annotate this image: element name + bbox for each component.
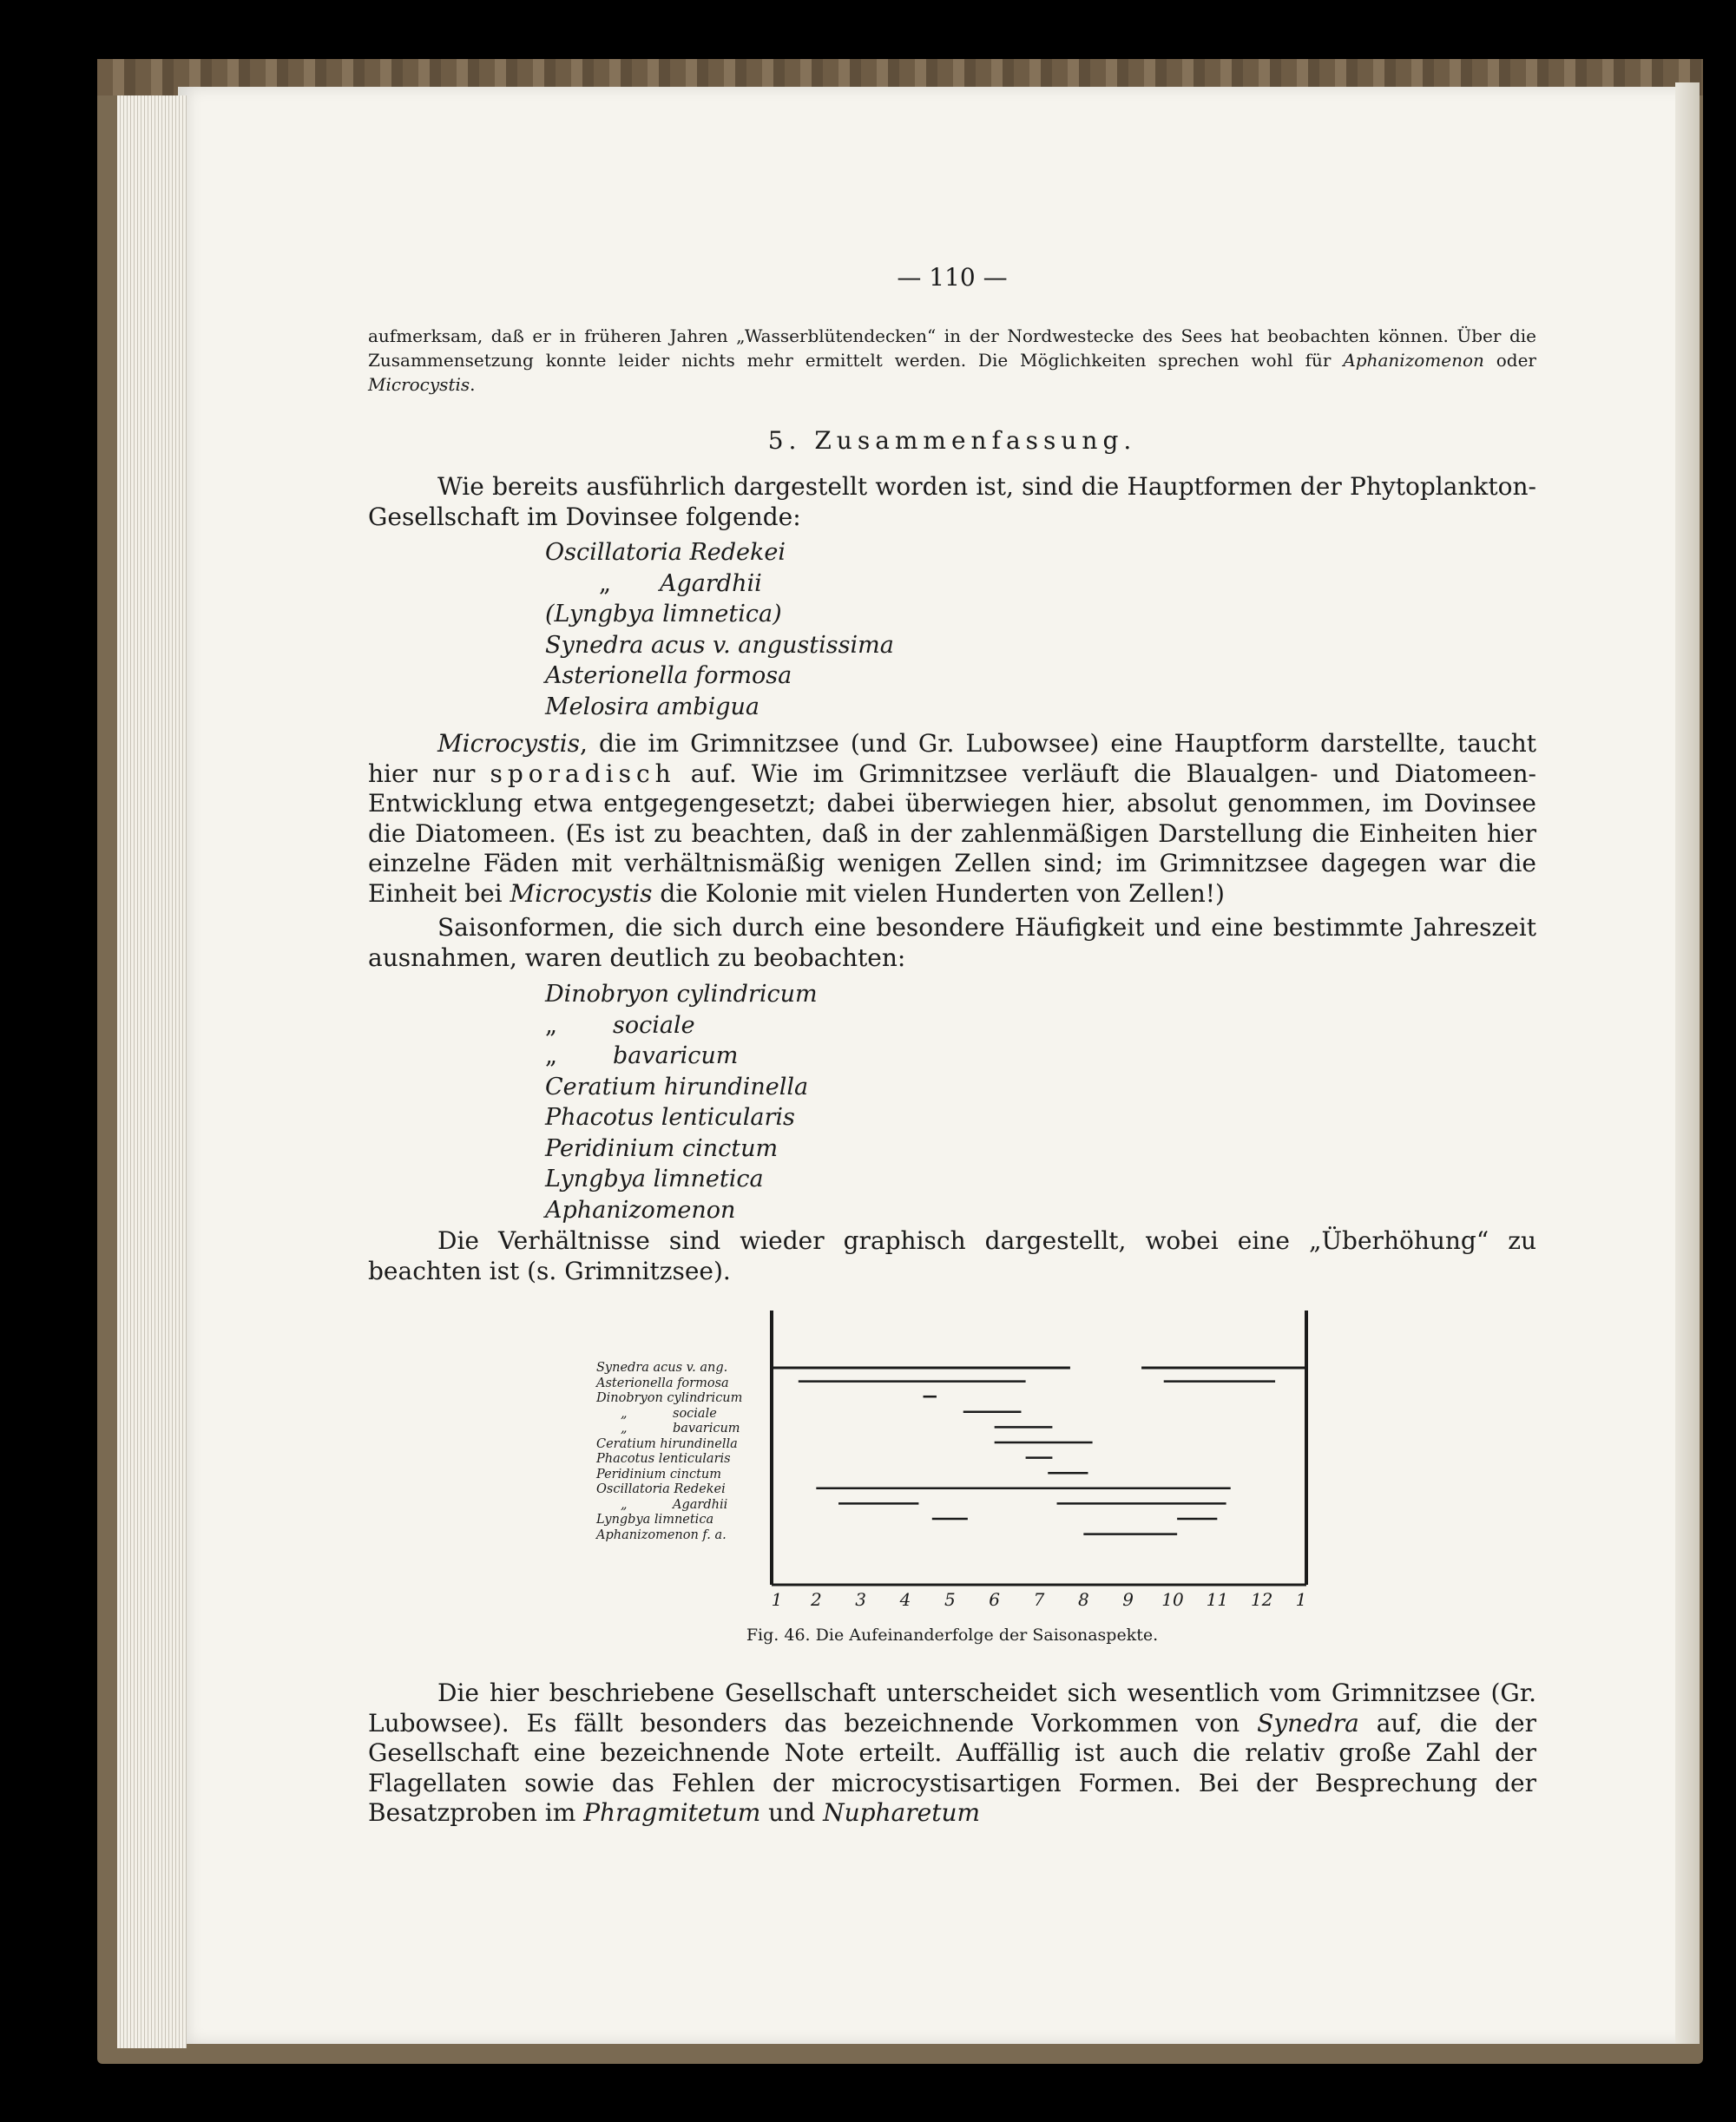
x-tick-label: 11 xyxy=(1206,1589,1229,1610)
x-tick-label: 4 xyxy=(899,1589,911,1610)
list-item: (Lyngbya limnetica) xyxy=(545,601,782,627)
chart-row-label: Phacotus lenticularis xyxy=(596,1452,731,1466)
x-tick-label: 12 xyxy=(1250,1589,1273,1610)
list-item: Asterionella formosa xyxy=(545,662,792,689)
x-tick-label: 2 xyxy=(810,1589,822,1610)
x-tick-label: 7 xyxy=(1033,1589,1045,1610)
paragraph-main-forms: Wie bereits ausführlich dargestellt worden ist, sind die Hauptformen der Phytoplankton-Gesellschaft im Dovinsee folgende: xyxy=(368,472,1536,531)
paragraph-conclusion: Die hier beschriebene Gesellschaft unterscheidet sich wesentlich vom Grimnitzsee (Gr. Lubowsee). Es fällt besonders das bezeichnende Vorkommen von Synedra auf, die der Gesellschaft eine bezeichnende Note erteilt. Auffällig ist auch die relativ große Zahl der Flagellaten sowie das Fehlen der microcystisartigen Formen. Bei der Besprechung der Besatzproben im Phragmitetum und Nupharetum xyxy=(368,1679,1536,1827)
list-item: Oscillatoria Redekei xyxy=(545,539,786,566)
list-item: Lyngbya limnetica xyxy=(545,1166,764,1192)
list-item: Peridinium cinctum xyxy=(545,1134,779,1162)
x-tick-label: 1 xyxy=(771,1589,783,1610)
x-tick-label: 1 xyxy=(1295,1589,1307,1610)
list-item: Dinobryon cylindricum xyxy=(545,981,818,1008)
list-item: „ bavaricum xyxy=(545,1042,739,1069)
chart-row-label: „ Agardhii xyxy=(621,1497,728,1512)
chart-row-label: Synedra acus v. ang. xyxy=(596,1361,728,1375)
list-item: „ sociale xyxy=(545,1011,695,1039)
chart-row-label: Dinobryon cylindricum xyxy=(596,1391,743,1405)
x-tick-label: 5 xyxy=(944,1589,956,1610)
list-item: Synedra acus v. angustissima xyxy=(545,631,894,659)
chart-row-label: Asterionella formosa xyxy=(596,1376,729,1390)
list-item: Melosira ambigua xyxy=(545,693,760,720)
season-forms-list xyxy=(545,979,818,1225)
chart-row-label: Aphanizomenon f. a. xyxy=(596,1527,727,1542)
list-item: Aphanizomenon xyxy=(545,1196,736,1224)
paragraph-graphic-note: Die Verhältnisse sind wieder graphisch dargestellt, wobei eine „Überhöhung“ zu beachten ist (s. Grimnitzsee). xyxy=(368,1226,1536,1285)
x-tick-label: 9 xyxy=(1122,1589,1134,1610)
chart-row-label: Ceratium hirundinella xyxy=(596,1436,738,1451)
page-right-edge xyxy=(1675,82,1700,2044)
intro-paragraph: aufmerksam, daß er in früheren Jahren „Wasserblütendecken“ in der Nordwestecke des Sees hat beobachten können. Über die Zusammensetzung konnte leider nichts mehr ermittelt werden. Die Möglichkeiten sprechen wohl für Aphanizomenon oder Microcystis. xyxy=(368,325,1536,395)
chart-row-label: Peridinium cinctum xyxy=(596,1467,721,1481)
season-chart-svg xyxy=(368,1311,1536,1610)
list-item: Ceratium hirundinella xyxy=(545,1073,809,1100)
page-number: — 110 — xyxy=(897,263,1008,292)
figure-caption: Fig. 46. Die Aufeinanderfolge der Saisonaspekte. xyxy=(746,1626,1159,1645)
main-forms-list xyxy=(545,537,894,722)
section-title: 5. Zusammenfassung. xyxy=(767,426,1137,455)
figure-season-chart xyxy=(368,1311,1536,1610)
x-tick-label: 6 xyxy=(989,1589,1001,1610)
chart-row-label: „ bavaricum xyxy=(621,1422,740,1435)
x-tick-label: 10 xyxy=(1161,1589,1184,1610)
paragraph-microcystis: Microcystis, die im Grimnitzsee (und Gr. Lubowsee) eine Hauptform darstellte, taucht hier nur sporadisch auf. Wie im Grimnitzsee verläuft die Blaualgen- und Diatomeen-Entwicklung etwa entgegengesetzt; dabei überwiegen hier, absolut genommen, im Dovinsee die Diatomeen. (Es ist zu beachten, daß in der zahlenmäßigen Darstellung die Einheiten hier einzelne Fäden mit verhältnismäßig wenigen Zellen sind; im Grimnitzsee dagegen war die Einheit bei Microcystis die Kolonie mit vielen Hunderten von Zellen!) xyxy=(368,729,1536,908)
paragraph-season-forms: Saisonformen, die sich durch eine besondere Häufigkeit und eine bestimmte Jahreszeit ausnahmen, waren deutlich zu beobachten: xyxy=(368,913,1536,972)
chart-row-label: „ sociale xyxy=(621,1406,717,1421)
chart-row-label: Lyngbya limnetica xyxy=(596,1513,714,1527)
page-stack-edge xyxy=(117,95,187,2048)
chart-row-label: Oscillatoria Redekei xyxy=(596,1482,726,1496)
x-tick-label: 8 xyxy=(1077,1589,1089,1610)
x-tick-label: 3 xyxy=(855,1589,867,1610)
list-item: „ Agardhii xyxy=(599,569,762,597)
list-item: Phacotus lenticularis xyxy=(545,1104,795,1131)
